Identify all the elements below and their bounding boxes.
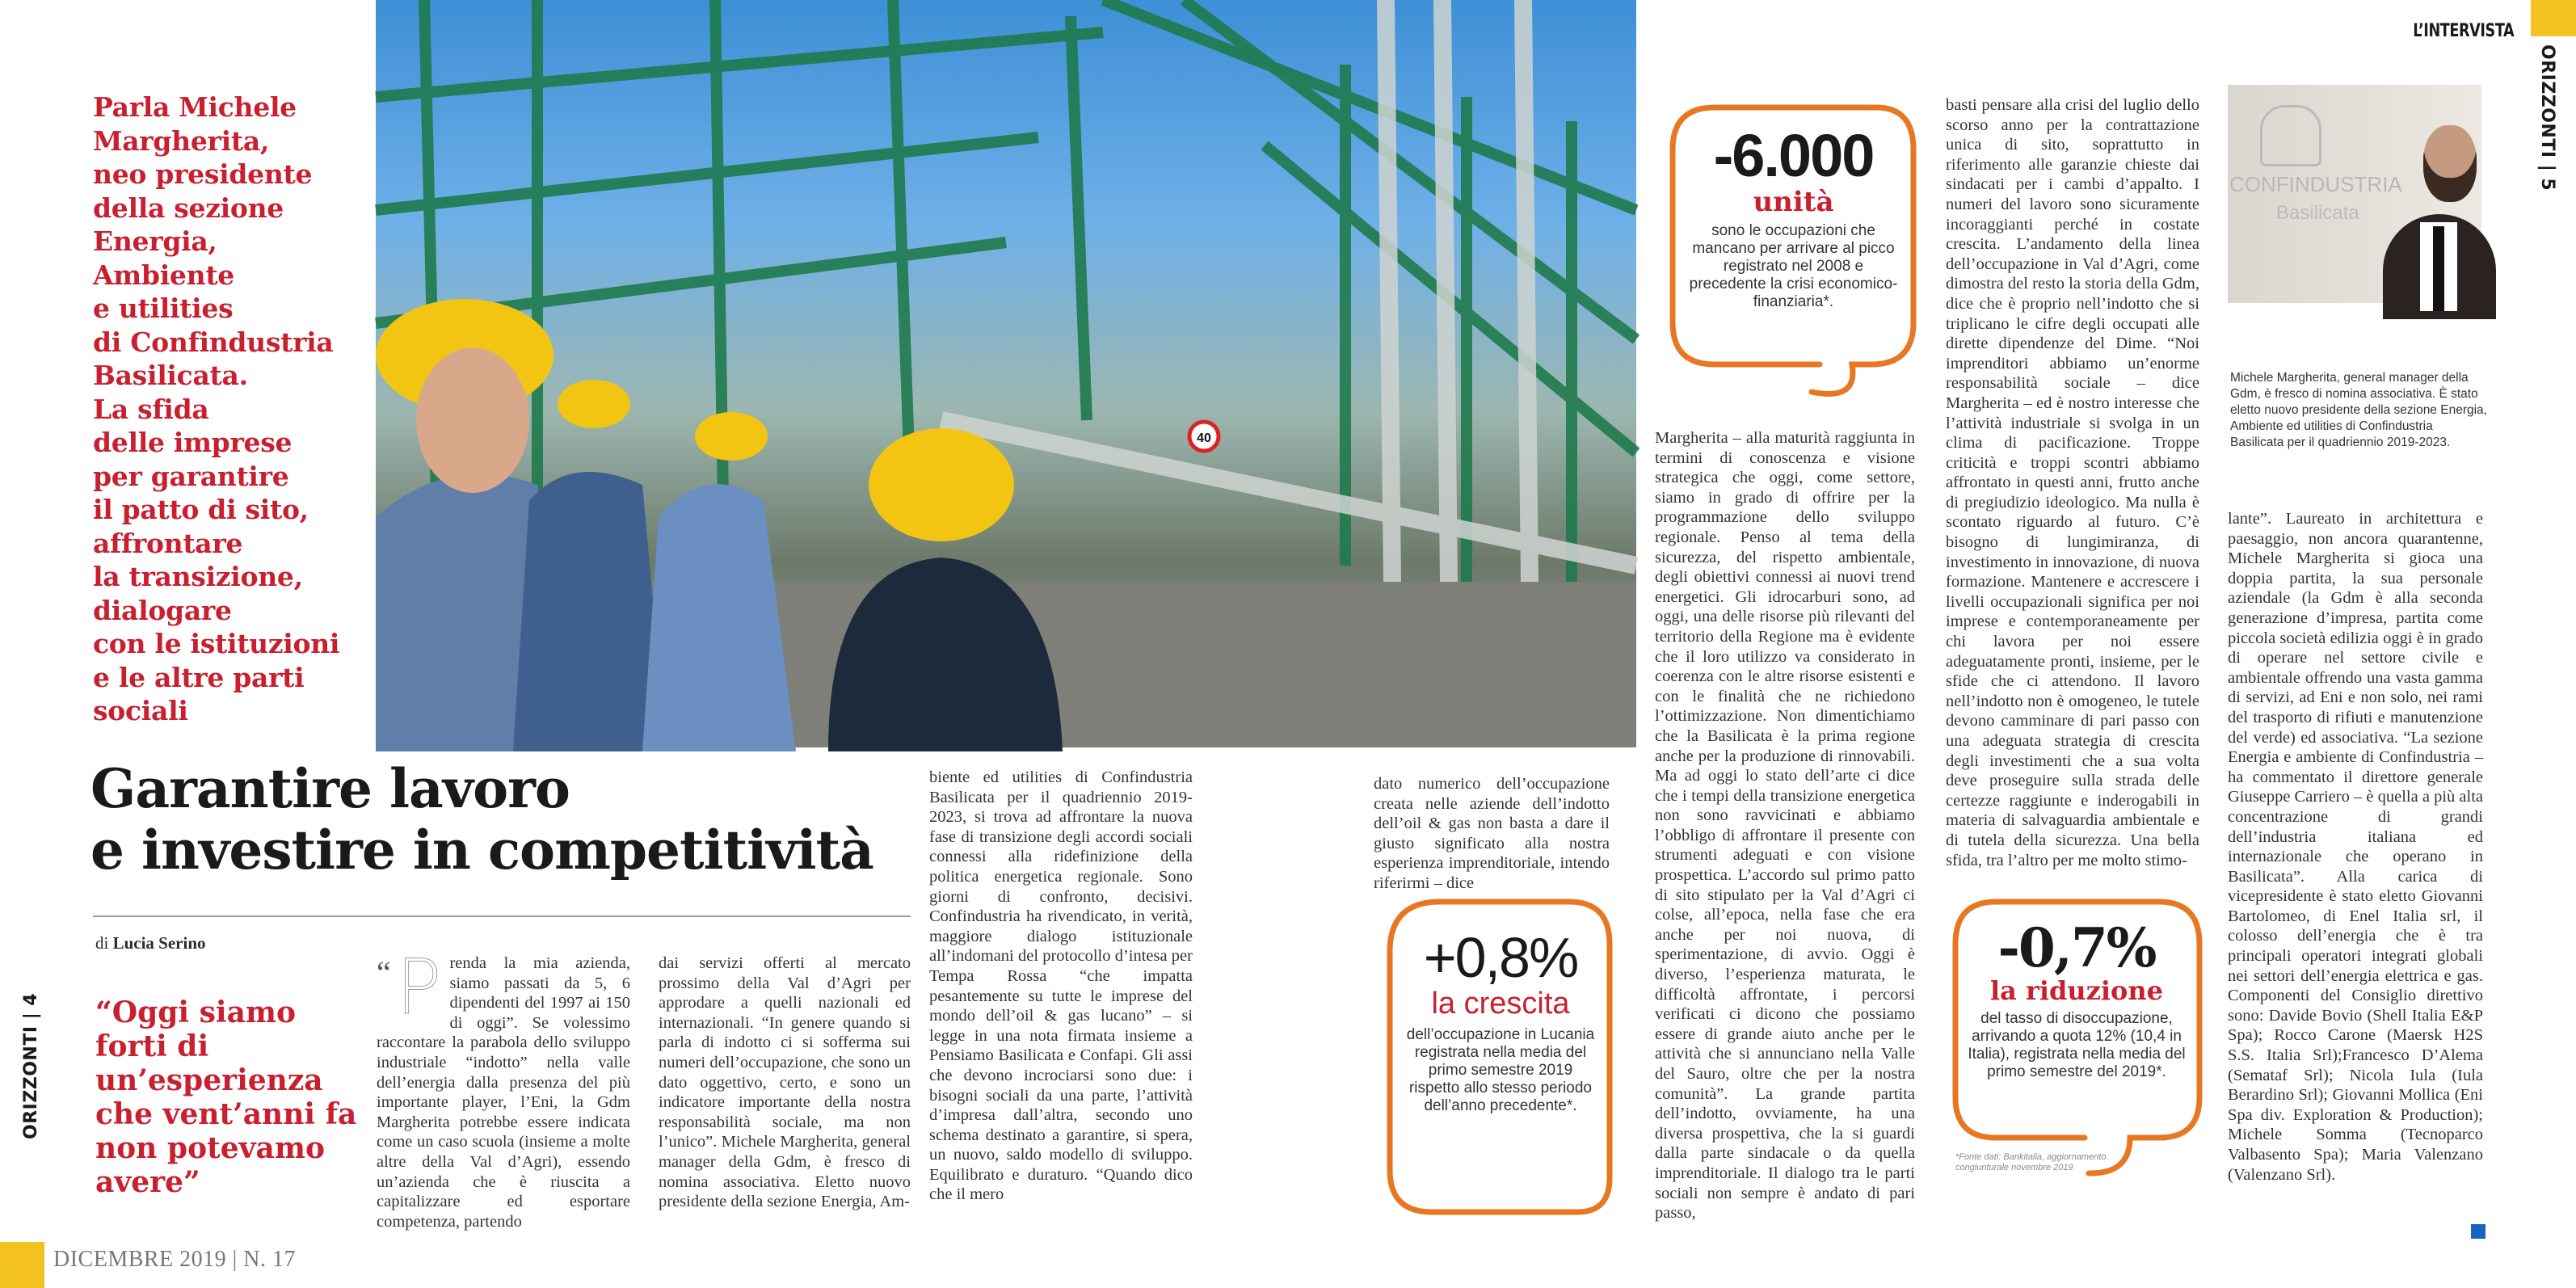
- stat-text: dell’occupazione in Lucania registrata nella media del primo semestre 2019 rispetto allo stesso periodo dell’anno precedente*.: [1406, 1026, 1595, 1114]
- deck-line: neo presidente: [93, 158, 313, 190]
- wall-sign-subtext: Basilicata: [2276, 202, 2359, 224]
- source-footnote: *Fonte dati: Bankitalia, aggiornamento congiunturale novembre 2019: [1955, 1152, 2107, 1172]
- pull-quote-line: che vent’anni fa: [95, 1097, 357, 1131]
- column-text: biente ed utilities di Confindustria Basilicata per il quadriennio 2019-2023, si trova ad affrontare la nuova fase di transizione degli accordi sociali connessi alla ridefinizione della politica energetica regionale. Sono giorni di confronto, decisivi. Confindustria ha rivendicato, in verità, maggiore dialogo istituzionale all’indomani del protocollo d’intesa per Tempa Rossa “che impatta pesantemente su tutte le imprese del mondo dell’oil & gas lucano” – si legge in una nota firmata insieme a Pensiamo Basilicata e Confapi. Gli assi che devono incrociarsi sono due: i bisogni sociali da una parte, l’attività d’impresa dall’altra, secondo uno schema destinato a garantire, si spera, un nuovo, saldo modello di sviluppo. Equilibrato e duraturo. “Quando dico che il mero: [929, 768, 1193, 1204]
- stat-box-unemployment: [1947, 895, 2206, 1202]
- drop-cap: P: [395, 944, 442, 1032]
- pull-quote-line: non potevamo: [95, 1131, 325, 1165]
- byline-prefix: di: [95, 933, 109, 953]
- column-text: basti pensare alla crisi del luglio dello scorso anno per la contrattazione unica di sito, soprattutto in riferimento alle garanzie chieste dai sindacati per i cambi d’appalto. I numeri del lavoro sono sicuramente incoraggianti perché in costate crescita. L’andamento della linea dell’occupazione in Val d’Agri, come dimostra del resto la storia della Gdm, dice che è proprio nell’indotto che si triplicano le cifre degli occupati alle dirette dipendenze del Dime. “Noi imprenditori abbiamo un’enorme responsabilità sociale – dice Margherita – ed è nostro interesse che l’attività industriale si svolga in un clima di pacificazione. Troppe criticità e troppi scontri abbiamo affrontato in questi anni, frutto anche di pregiudizio ideologico. Ma nulla è scontato riguardo al futuro. C’è bisogno di lungimiranza, di investimento in innovazione, di nuova formazione. Mantenere e accrescere i livelli occupazionali significa per noi imprese e contemporaneamente per chi lavora per noi essere adeguatamente pronti, insieme, per le sfide che ci attendono. Il lavoro nell’indotto non è omogeneo, le tutele devono camminare di pari passo con una adeguata strategia di crescita degli investimenti che a sua volta deve proseguire sulla strada delle certezze raggiunte e inderogabili in materia di salvaguardia ambientale e di tutela della sicurezza. Una bella sfida, tra l’altro per me molto stimo-: [1946, 96, 2199, 869]
- headline-divider: [93, 915, 911, 917]
- article-deck: [93, 90, 384, 728]
- stat-figure: -0,7%: [1997, 916, 2156, 979]
- headline-line: Garantire lavoro: [90, 757, 570, 820]
- column-text: dato numerico dell’occupazione creata nelle aziende dell’indotto dell’oil & gas non basta a dare il giusto significato alla nostra esperienza imprenditoriale, intendo riferirmi – dice: [1374, 775, 1610, 892]
- deck-line: delle imprese: [93, 427, 293, 458]
- stat-text: sono le occupazioni che mancano per arrivare al picco registrato nel 2008 e precedente la crisi economico-finanziaria*.: [1689, 222, 1898, 310]
- deck-line: di Confindustria: [93, 326, 334, 358]
- stat-box-growth: [1383, 895, 1618, 1219]
- section-label: L’INTERVISTA: [2413, 21, 2515, 41]
- plant-structure-illustration: [376, 0, 1636, 747]
- deck-line: il patto di sito,: [93, 494, 309, 525]
- deck-line: la transizione,: [93, 561, 303, 592]
- stat-label: la riduzione: [1990, 975, 2163, 1006]
- deck-line: Energia,: [93, 225, 217, 257]
- headline-line: e investire in competitività: [90, 819, 873, 882]
- portrait-photo: [2228, 85, 2481, 303]
- speed-limit-sign-text: 40: [1197, 431, 1211, 445]
- left-folio: ORIZZONTI | 4: [21, 992, 41, 1139]
- deck-line: della sezione: [93, 192, 284, 224]
- article-column-2: [659, 953, 911, 1211]
- folio-color-block: [0, 1242, 44, 1288]
- column-text: renda la mia azienda, siamo passati da 5, 6 dipendenti del 1997 ai 150 di oggi”. Se volessimo raccontare la parabola dello sviluppo industriale “indotto” nella valle dell’energia dalla presenza del più importante player, l’Eni, la Gdm Margherita potrebbe essere indicata come un caso scuola (insieme a molte altre della Val d’Agri), essendo un’azienda che è riuscita a capitalizzare ed esportare competenza, partendo: [377, 954, 630, 1231]
- article-column-7: [2228, 509, 2483, 1236]
- column-text: Margherita – alla maturità raggiunta in termini di conoscenza e visione strategica che oggi, come settore, siamo in grado di offrire per la programmazione dello sviluppo regionale. Penso al tema della sicurezza, del rispetto ambientale, degli obiettivi connessi ai nuovi trend energetici. Gli idrocarburi sono, ad oggi, una delle risorse più rilevanti del territorio della Regione ma è evidente che il loro utilizzo va considerato in coerenza con le altre risorse esistenti e con le finalità che ne richiedono l’ottimizzazione. Non dimentichiamo che la Basilicata è la prima regione anche per la produzione di rinnovabili. Ma ad oggi lo stato dell’arte ci dice che i tempi della transizione energetica non sono ravvicinati e abbiamo l’obbligo di affrontare il presente con strumenti adeguati e con visione prospettica. L’accordo sul primo patto di sito stipulato per la Val d’Agri ci colse, all’epoca, nella fase che era anche per noi nuova, di sperimentazione, di avvio. Oggi è diverso, l’esperienza maturata, le difficoltà affrontate, i percorsi verificati ci dicono che possiamo essere di grande aiuto anche per le attività che si annunciano nella Valle del Sauro, oltre che per la nostra comunità”. La grande partita dell’indotto, ovviamente, ha una diversa prospettiva, che la si guardi dalla parte sindacale o da quella imprenditoriale. Il dialogo tra le parti sociali non sempre è andato di pari passo,: [1655, 429, 1915, 1223]
- tie: [2433, 226, 2444, 311]
- deck-line: dialogare: [93, 594, 232, 626]
- deck-line: e utilities: [93, 293, 234, 324]
- deck-line: Ambiente: [93, 259, 234, 291]
- pull-quote-line: avere”: [95, 1165, 200, 1199]
- byline: [95, 933, 206, 953]
- confindustria-logo-icon: [2260, 105, 2321, 166]
- stat-box-jobs-gap: [1666, 101, 1921, 404]
- stat-figure: -6.000: [1713, 122, 1874, 189]
- open-quote-mark: “: [377, 954, 391, 991]
- article-column-6: [1946, 95, 2199, 891]
- headline: [90, 758, 931, 881]
- right-folio: ORIZZONTI | 5: [2537, 44, 2557, 192]
- stat-figure: +0,8%: [1423, 926, 1578, 989]
- article-column-4: [1374, 774, 1610, 892]
- wall-sign-text: CONFINDUSTRIA: [2229, 172, 2402, 196]
- column-text: lante”. Laureato in architettura e paesaggio, non ancora quarantenne, Michele Margherita si gioca una doppia partita, la sua personale aziendale (la Gdm è alla seconda generazione d’impresa, partita come piccola società edilizia oggi è in grado di operare nel settore civile e ambientale offrendo una vasta gamma di servizi, ad Eni e non solo, nei rami del trasporto di rifiuti e manutenzione del verde) ed associativa. “La sezione Energia e ambiente di Confindustria – ha commentato il direttore generale Giuseppe Carriero – è quella a più alta concentrazione di grandi dell’industria italiana ed internazionale che operano in Basilicata”. Alla carica di vicepresidente è stato eletto Giovanni Bartolomeo, di Enel Italia srl, il colosso dell’energia che è tra principali operatori integrati globali nei settori dell’energia elettrica e gas. Componenti del Consiglio direttivo sono: Davide Bovio (Shell Italia E&P Spa); Rocco Carone (Maersk H2S S.S. Italia Srl);Francesco D’Alema (Semataf Srl); Nicola Iula (Iula Berardino Srl); Giovanni Mollica (Eni Spa div. Exploration & Production); Michele Somma (Tecnoparco Valbasento Spa); Maria Valenzano (Valenzano Srl).: [2228, 510, 2483, 1184]
- pull-quote: [95, 995, 362, 1199]
- deck-line: La sfida: [93, 393, 209, 425]
- man-face: [2423, 125, 2477, 202]
- pull-quote-line: “Oggi siamo: [95, 995, 296, 1029]
- folio-color-block: [2531, 0, 2576, 36]
- deck-line: affrontare: [93, 527, 243, 559]
- article-column-3: [929, 768, 1193, 1204]
- deck-line: Basilicata.: [93, 360, 248, 391]
- pull-quote-line: forti di: [95, 1029, 209, 1063]
- deck-line: per garantire: [93, 460, 289, 492]
- deck-line: Margherita,: [93, 124, 270, 157]
- article-column-1: [377, 944, 630, 1231]
- stat-label: la crescita: [1431, 987, 1570, 1021]
- deck-line: Parla Michele: [93, 91, 297, 123]
- deck-line: e le altre parti: [93, 661, 305, 693]
- issue-date: DICEMBRE 2019 | N. 17: [53, 1247, 297, 1272]
- column-text: dai servizi offerti al mercato prossimo della Val d’Agri per approdare a quelli nazionali ed internazionali. “In genere quando si parla di indotto ci si sofferma sui numeri dell’occupazione, che sono un dato oggettivo, certo, e sono un indicatore importante della nostra responsabilità sociale, ma non l’unico”. Michele Margherita, general manager della Gdm, è fresco di nomina associativa. Eletto nuovo presidente della sezione Energia, Am-: [659, 954, 911, 1211]
- photo-caption: Michele Margherita, general manager della Gdm, è fresco di nomina associativa. È stato eletto nuovo presidente della sezione Energia, Ambiente ed utilities di Confindustria Basilicata per il quadriennio 2019-2023.: [2230, 371, 2487, 449]
- pull-quote-line: un’esperienza: [95, 1063, 323, 1097]
- stat-label: unità: [1753, 186, 1834, 218]
- byline-author: Lucia Serino: [112, 933, 206, 953]
- deck-line: sociali: [93, 695, 188, 726]
- deck-line: con le istituzioni: [93, 628, 340, 659]
- stat-text: del tasso di disoccupazione, arrivando a quota 12% (10,4 in Italia), registrata nella media del primo semestre del 2019*.: [1968, 1010, 2186, 1080]
- article-column-5: [1655, 428, 1915, 1261]
- end-of-article-mark: [2471, 1224, 2486, 1239]
- hero-photo: [376, 0, 1636, 747]
